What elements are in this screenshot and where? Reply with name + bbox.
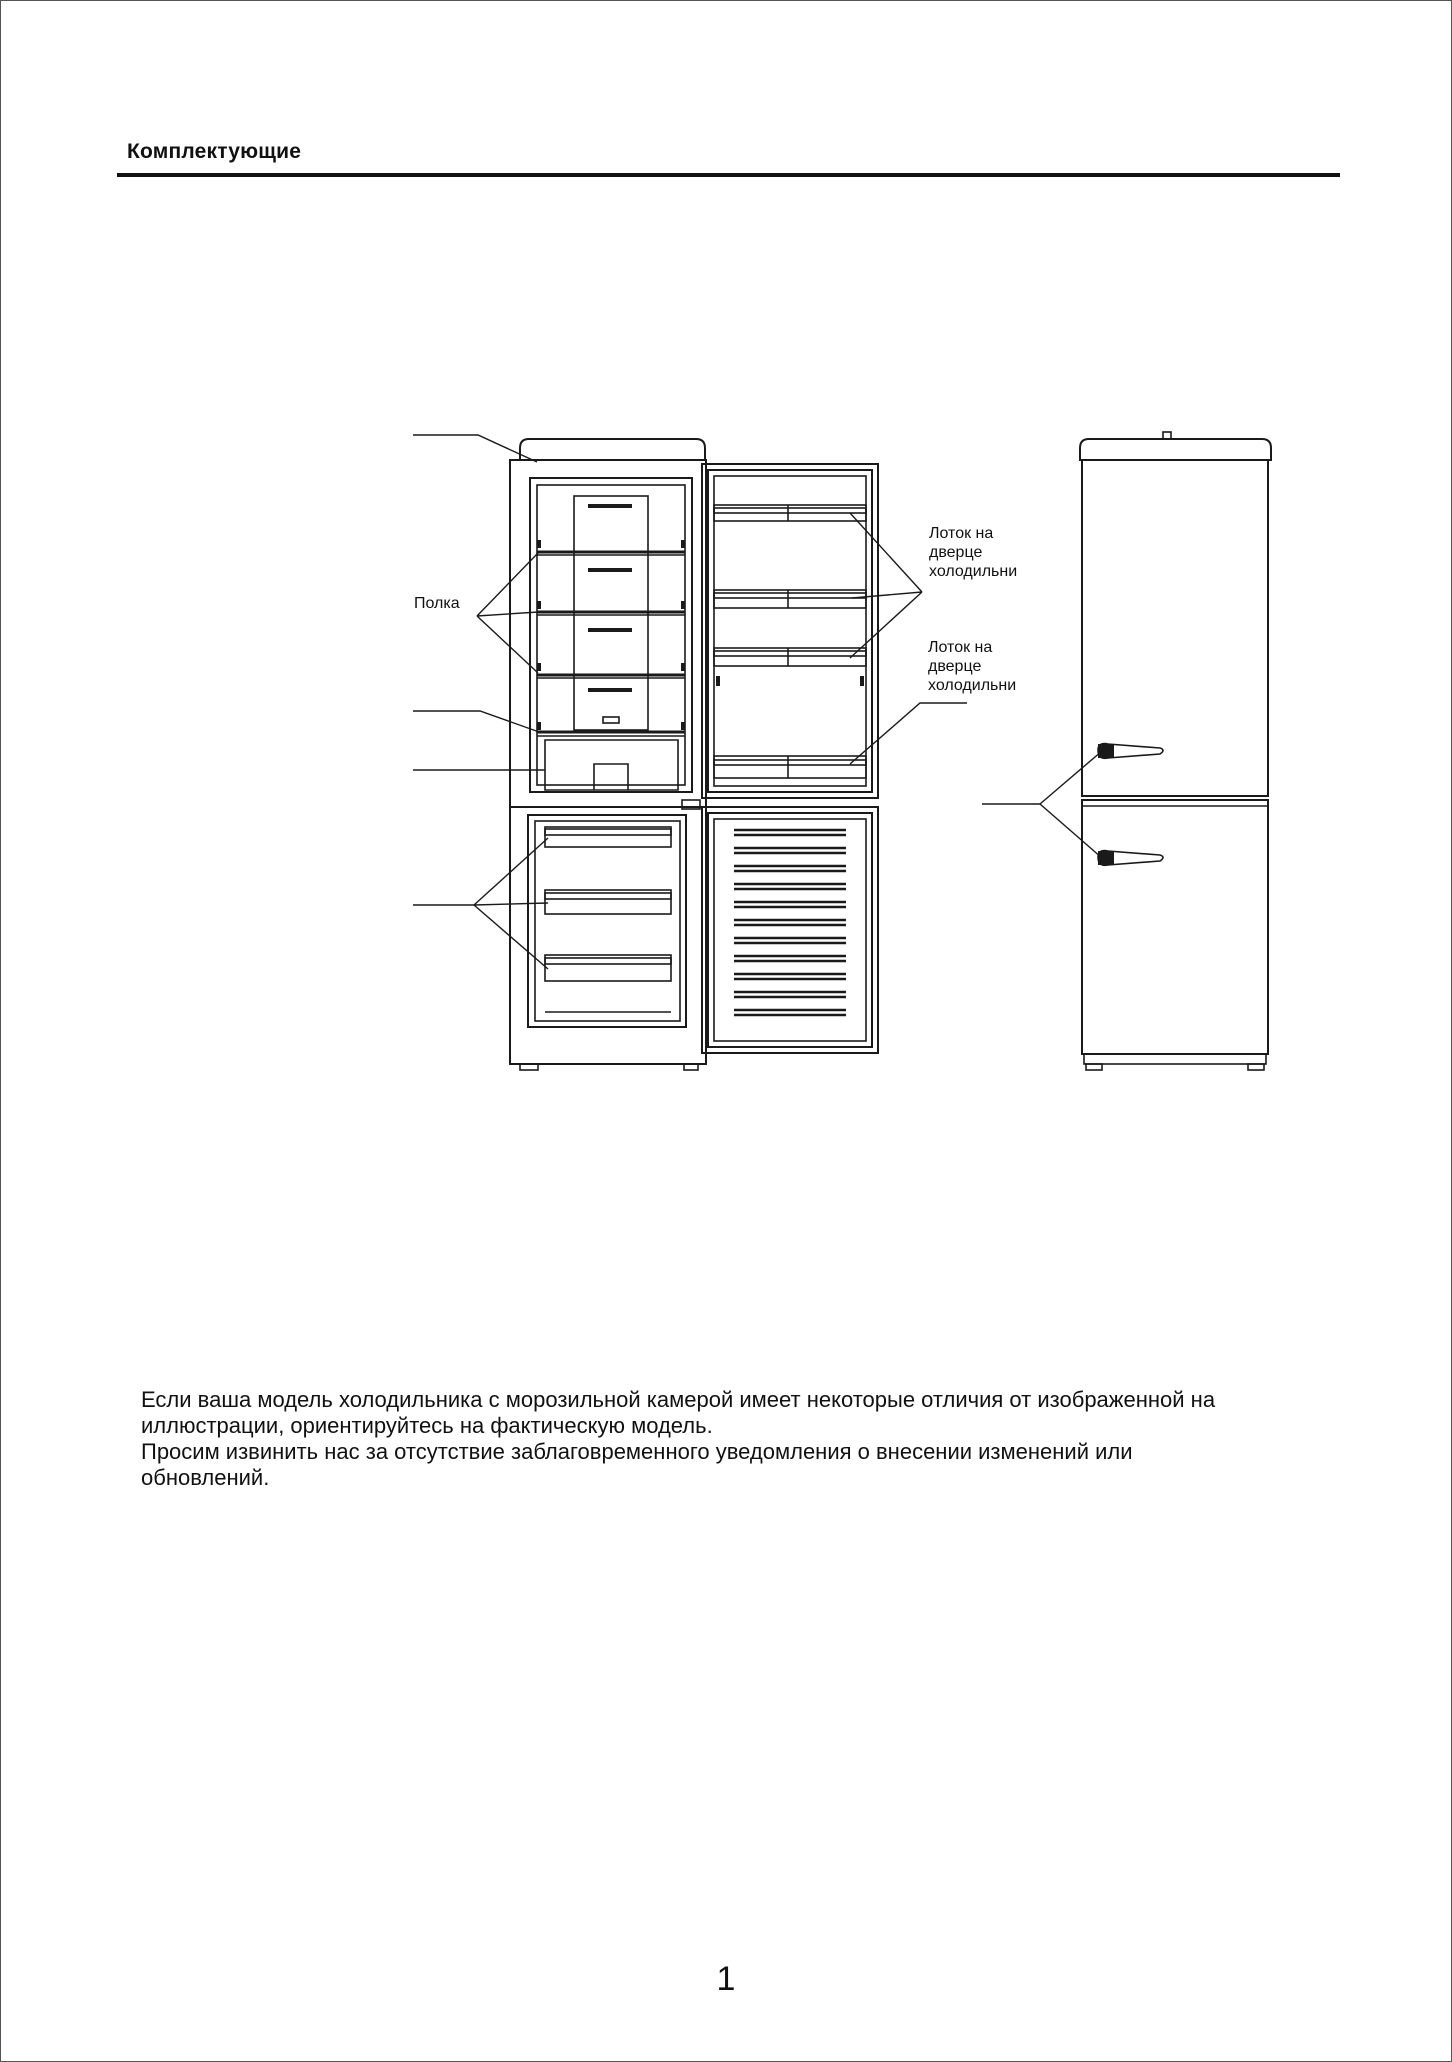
closed-fridge-drawing: [1080, 432, 1271, 1070]
disclaimer-line: Если ваша модель холодильника с морозильной камерой имеет некоторые отличия от изображенной на: [141, 1387, 1216, 1412]
callout-shelf: Полка: [414, 595, 460, 612]
disclaimer-line: обновлений.: [141, 1465, 270, 1490]
disclaimer-line: Просим извинить нас за отсутствие заблаговременного уведомления о внесении изменений или: [141, 1439, 1133, 1464]
callout-door-tray-upper: Лоток на дверце холодильни: [929, 525, 1018, 580]
section-title: Комплектующие: [127, 140, 302, 163]
page-number: 1: [716, 1960, 736, 1998]
open-fridge-drawing: [510, 439, 706, 1070]
callout-door-tray-lower: Лоток на дверце холодильни: [928, 639, 1017, 694]
open-doors-drawing: [702, 464, 878, 1053]
disclaimer-text: [141, 1387, 1351, 1491]
disclaimer-line: иллюстрации, ориентируйтесь на фактическую модель.: [141, 1413, 713, 1438]
